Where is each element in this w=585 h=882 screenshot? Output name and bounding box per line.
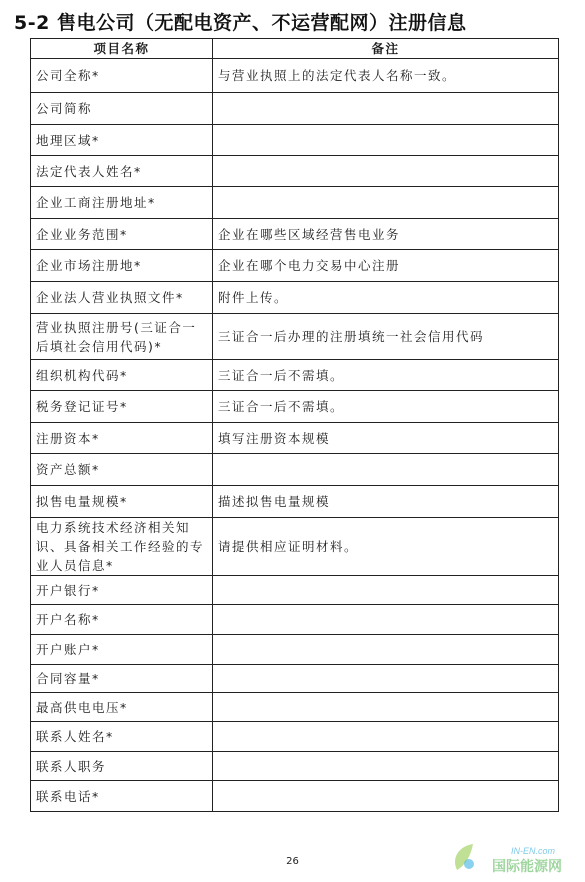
item-name-cell: 开户名称* xyxy=(31,605,213,635)
item-name-cell: 企业法人营业执照文件* xyxy=(31,282,213,314)
note-cell xyxy=(213,93,559,125)
item-name-cell: 税务登记证号* xyxy=(31,391,213,423)
watermark-domain: IN-EN.com xyxy=(510,846,556,856)
table-row xyxy=(31,391,559,423)
note-cell xyxy=(213,605,559,635)
table-row xyxy=(31,93,559,125)
watermark-site-name: 国际能源网 xyxy=(492,859,562,875)
note-cell xyxy=(213,752,559,781)
item-name-cell: 地理区域* xyxy=(31,125,213,156)
item-name-cell: 联系电话* xyxy=(31,781,213,812)
note-cell: 描述拟售电量规模 xyxy=(213,486,559,518)
table-row xyxy=(31,722,559,752)
note-cell: 三证合一后不需填。 xyxy=(213,391,559,423)
table-row xyxy=(31,518,559,576)
note-cell: 与营业执照上的法定代表人名称一致。 xyxy=(213,59,559,93)
table-row xyxy=(31,314,559,360)
table-row xyxy=(31,454,559,486)
item-name-cell: 拟售电量规模* xyxy=(31,486,213,518)
note-cell xyxy=(213,722,559,752)
note-cell xyxy=(213,635,559,665)
note-cell: 企业在哪个电力交易中心注册 xyxy=(213,250,559,282)
in-en-watermark-logo xyxy=(449,840,579,876)
item-name-cell: 开户账户* xyxy=(31,635,213,665)
item-name-cell: 注册资本* xyxy=(31,423,213,454)
table-row xyxy=(31,752,559,781)
table-row xyxy=(31,219,559,250)
item-name-cell: 资产总额* xyxy=(31,454,213,486)
table-row xyxy=(31,665,559,693)
table-row xyxy=(31,59,559,93)
table-header-row xyxy=(31,39,559,59)
item-name-cell: 开户银行* xyxy=(31,576,213,605)
note-cell xyxy=(213,665,559,693)
item-name-cell: 公司全称* xyxy=(31,59,213,93)
note-cell xyxy=(213,125,559,156)
note-cell xyxy=(213,454,559,486)
table-row xyxy=(31,250,559,282)
note-cell: 三证合一后办理的注册填统一社会信用代码 xyxy=(213,314,559,360)
table-row xyxy=(31,486,559,518)
table-row xyxy=(31,635,559,665)
note-cell: 填写注册资本规模 xyxy=(213,423,559,454)
column-header-item: 项目名称 xyxy=(31,39,213,59)
page-title: 5-2 售电公司（无配电资产、不运营配网）注册信息 xyxy=(14,12,467,34)
table-row xyxy=(31,693,559,722)
item-name-cell: 营业执照注册号(三证合一后填社会信用代码)* xyxy=(31,314,213,360)
note-cell xyxy=(213,187,559,219)
item-name-cell: 联系人职务 xyxy=(31,752,213,781)
note-cell: 附件上传。 xyxy=(213,282,559,314)
item-name-cell: 企业业务范围* xyxy=(31,219,213,250)
item-name-cell: 最高供电电压* xyxy=(31,693,213,722)
note-cell xyxy=(213,781,559,812)
item-name-cell: 企业工商注册地址* xyxy=(31,187,213,219)
item-name-cell: 联系人姓名* xyxy=(31,722,213,752)
item-name-cell: 电力系统技术经济相关知识、具备相关工作经验的专业人员信息* xyxy=(31,518,213,576)
table-row xyxy=(31,423,559,454)
table-row xyxy=(31,282,559,314)
registration-info-table xyxy=(30,38,559,812)
table-row xyxy=(31,781,559,812)
note-cell xyxy=(213,576,559,605)
item-name-cell: 法定代表人姓名* xyxy=(31,156,213,187)
note-cell: 企业在哪些区域经营售电业务 xyxy=(213,219,559,250)
logo-leaf-icon xyxy=(455,844,474,870)
note-cell xyxy=(213,156,559,187)
item-name-cell: 合同容量* xyxy=(31,665,213,693)
note-cell xyxy=(213,693,559,722)
table-row xyxy=(31,125,559,156)
table-row xyxy=(31,605,559,635)
note-cell: 三证合一后不需填。 xyxy=(213,360,559,391)
column-header-note: 备注 xyxy=(213,39,559,59)
table-row xyxy=(31,360,559,391)
table-row xyxy=(31,156,559,187)
note-cell: 请提供相应证明材料。 xyxy=(213,518,559,576)
page-number: 26 xyxy=(286,856,299,867)
item-name-cell: 企业市场注册地* xyxy=(31,250,213,282)
table-row xyxy=(31,187,559,219)
item-name-cell: 公司简称 xyxy=(31,93,213,125)
table-row xyxy=(31,576,559,605)
item-name-cell: 组织机构代码* xyxy=(31,360,213,391)
